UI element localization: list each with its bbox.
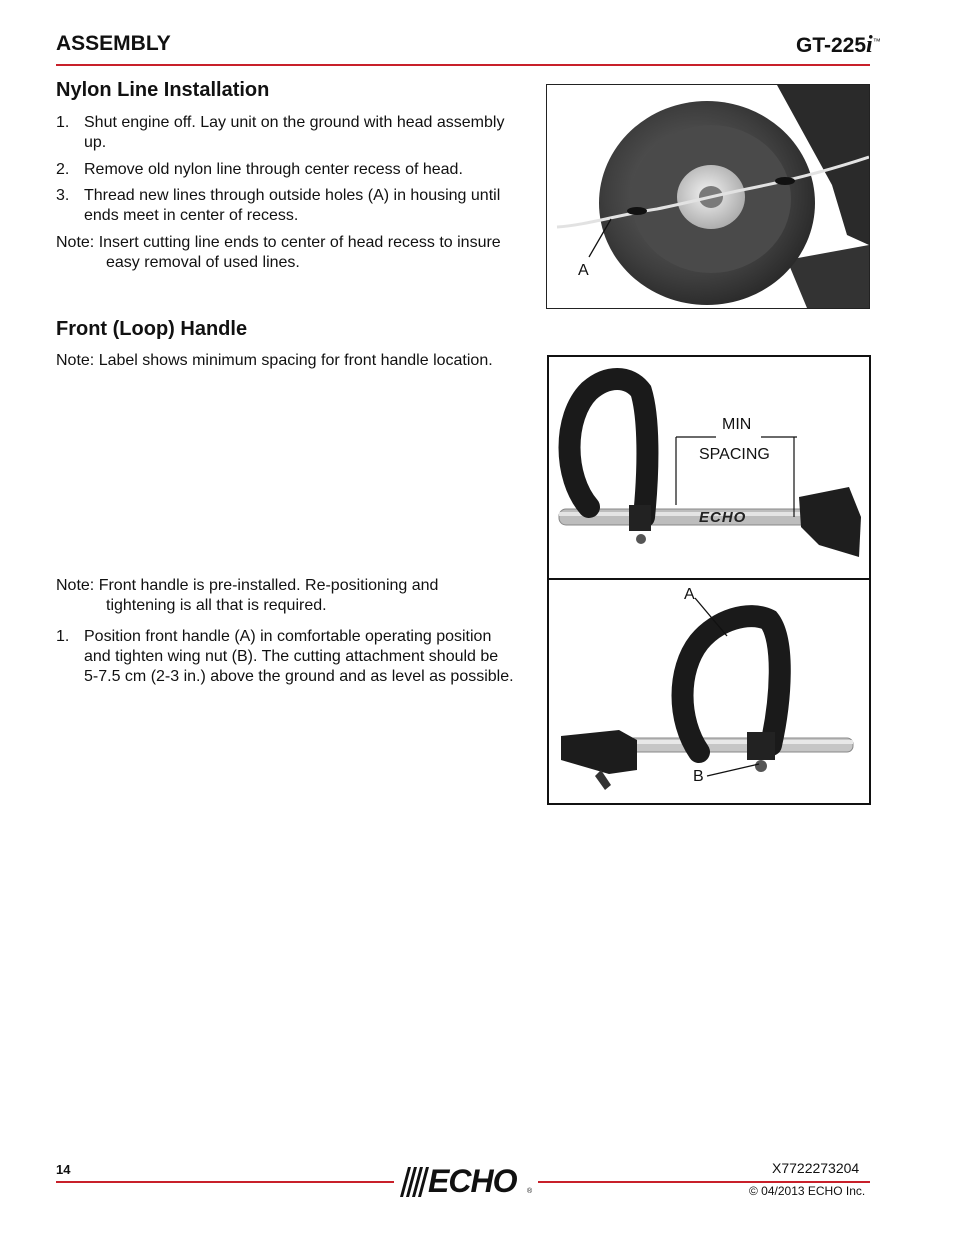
handle-position-figure: [547, 578, 871, 805]
model-name: [796, 32, 881, 59]
callout-a: A: [578, 262, 589, 279]
step-text: Position front handle (A) in comfortable operating position and tighten wing nut (B). The cutting attachment should be 5-7.5 cm (2-3 in.) above the ground and as level as possible.: [84, 628, 514, 685]
logo-registered: ®: [527, 1188, 533, 1195]
nylon-step-1: [56, 113, 546, 153]
step-text: Remove old nylon line through center recess of head.: [84, 161, 463, 178]
document-code: X7722273204: [772, 1160, 860, 1176]
spacing-label: SPACING: [699, 446, 770, 463]
nylon-note: Note: Insert cutting line ends to center of head recess to insure easy removal of used lines.: [56, 234, 501, 271]
footer-rule-left: [56, 1181, 394, 1183]
handle-note-preinstalled: Note: Front handle is pre-installed. Re-positioning and tightening is all that is required.: [56, 577, 439, 614]
callout-a-handle: A: [684, 586, 695, 603]
nylon-step-2: [56, 160, 546, 180]
handle-position-illustration: [549, 580, 869, 803]
trademark: ™: [872, 37, 881, 46]
step-text: Shut engine off. Lay unit on the ground with head assembly up.: [84, 114, 505, 151]
echo-logo: [394, 1163, 538, 1199]
step-number: 1.: [56, 114, 70, 131]
handle-heading: Front (Loop) Handle: [56, 318, 248, 340]
trimmer-head-illustration: [547, 85, 869, 308]
min-spacing-figure: [547, 355, 871, 581]
step-text: Thread new lines through outside holes (A) in housing until ends meet in center of recess.: [84, 187, 501, 224]
nylon-heading: Nylon Line Installation: [56, 79, 270, 101]
min-label: MIN: [722, 416, 752, 433]
min-spacing-illustration: [549, 357, 869, 579]
copyright: © 04/2013 ECHO Inc.: [749, 1184, 866, 1198]
step-number: 1.: [56, 628, 70, 645]
step-number: 2.: [56, 161, 70, 178]
logo-wordmark: ECHO: [428, 1163, 517, 1199]
handle-step-1: [56, 627, 546, 687]
shaft-brand-label: ECHO: [699, 509, 747, 526]
header-rule: [56, 64, 870, 66]
callout-b-wing-nut: B: [693, 768, 704, 785]
nylon-step-3: [56, 186, 546, 226]
section-title: ASSEMBLY: [56, 32, 171, 55]
model-number: GT-225: [796, 34, 867, 57]
model-suffix: i: [866, 32, 873, 58]
footer-rule-right: [538, 1181, 870, 1183]
handle-note-spacing: Note: Label shows minimum spacing for front handle location.: [56, 352, 493, 369]
step-number: 3.: [56, 187, 70, 204]
page-number: 14: [56, 1162, 71, 1177]
trimmer-head-figure: [546, 84, 870, 309]
